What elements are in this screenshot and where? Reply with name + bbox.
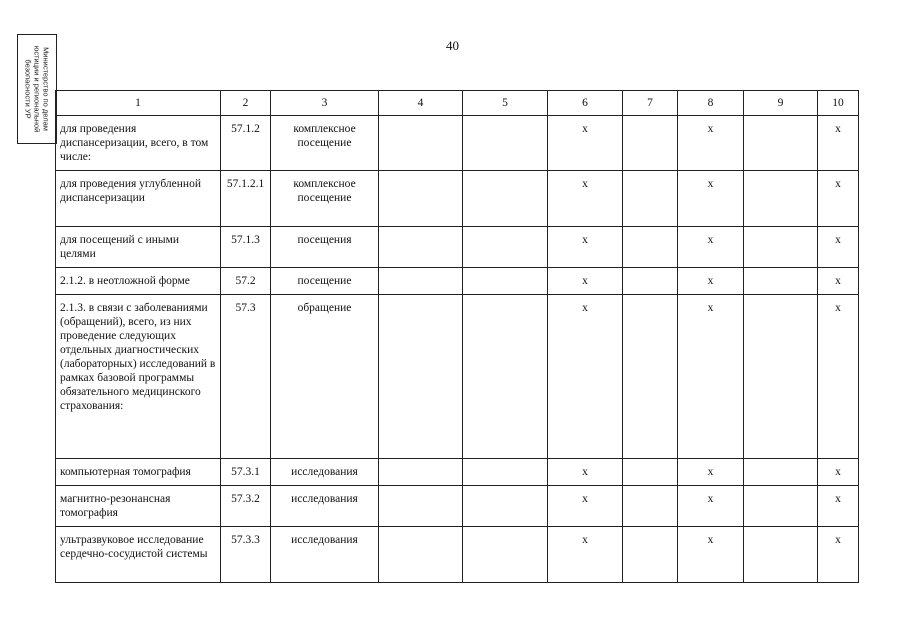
registration-stamp: [17, 34, 57, 144]
col4-cell: [379, 295, 463, 459]
col8-cell: x: [678, 268, 744, 295]
row-unit-cell: исследования: [271, 486, 379, 527]
row-name-cell: компьютерная томография: [56, 459, 221, 486]
col7-cell: [623, 116, 678, 171]
col10-cell: x: [818, 295, 859, 459]
column-header: 9: [744, 91, 818, 116]
col8-cell: x: [678, 295, 744, 459]
row-name-cell: 2.1.2. в неотложной форме: [56, 268, 221, 295]
column-header: 5: [463, 91, 548, 116]
col5-cell: [463, 171, 548, 227]
col5-cell: [463, 459, 548, 486]
col8-cell: x: [678, 227, 744, 268]
col7-cell: [623, 486, 678, 527]
col6-cell: x: [548, 171, 623, 227]
row-name-cell: 2.1.3. в связи с заболеваниями (обращений), всего, из них проведение следующих отдельных диагностических (лабораторных) исследований в рамках базовой программы обязательного медицинского страхования:: [56, 295, 221, 459]
col9-cell: [744, 171, 818, 227]
row-unit-cell: исследования: [271, 459, 379, 486]
row-unit-cell: обращение: [271, 295, 379, 459]
table-row: [56, 295, 859, 459]
column-header: 2: [221, 91, 271, 116]
table-row: [56, 486, 859, 527]
stamp-line: безопасности УР: [23, 59, 33, 119]
row-code-cell: 57.1.2: [221, 116, 271, 171]
col10-cell: x: [818, 116, 859, 171]
col6-cell: x: [548, 227, 623, 268]
col4-cell: [379, 459, 463, 486]
col4-cell: [379, 227, 463, 268]
table-row: [56, 268, 859, 295]
col7-cell: [623, 268, 678, 295]
row-code-cell: 57.1.2.1: [221, 171, 271, 227]
row-code-cell: 57.3.1: [221, 459, 271, 486]
column-header: 6: [548, 91, 623, 116]
row-unit-cell: посещение: [271, 268, 379, 295]
column-header: 3: [271, 91, 379, 116]
col8-cell: x: [678, 116, 744, 171]
col9-cell: [744, 486, 818, 527]
col6-cell: x: [548, 486, 623, 527]
header-row: [56, 91, 859, 116]
col7-cell: [623, 527, 678, 583]
col8-cell: x: [678, 171, 744, 227]
col7-cell: [623, 171, 678, 227]
column-header: 4: [379, 91, 463, 116]
column-header: 1: [56, 91, 221, 116]
col5-cell: [463, 116, 548, 171]
row-code-cell: 57.3.2: [221, 486, 271, 527]
row-code-cell: 57.1.3: [221, 227, 271, 268]
row-unit-cell: посещения: [271, 227, 379, 268]
row-code-cell: 57.2: [221, 268, 271, 295]
col8-cell: x: [678, 486, 744, 527]
row-name-cell: магнитно-резонансная томография: [56, 486, 221, 527]
col4-cell: [379, 527, 463, 583]
col10-cell: x: [818, 486, 859, 527]
column-header: 7: [623, 91, 678, 116]
page-number: 40: [446, 38, 459, 53]
col5-cell: [463, 486, 548, 527]
col5-cell: [463, 268, 548, 295]
stamp-text: [24, 35, 51, 143]
column-header: 8: [678, 91, 744, 116]
col7-cell: [623, 227, 678, 268]
col7-cell: [623, 459, 678, 486]
stamp-line: юстиции и региональной: [32, 45, 42, 133]
row-name-cell: ультразвуковое исследование сердечно-сосудистой системы: [56, 527, 221, 583]
row-name-cell: для посещений с иными целями: [56, 227, 221, 268]
data-table: [55, 90, 859, 583]
col10-cell: x: [818, 171, 859, 227]
col5-cell: [463, 527, 548, 583]
row-name-cell: для проведения диспансеризации, всего, в том числе:: [56, 116, 221, 171]
col6-cell: x: [548, 459, 623, 486]
table-body: [56, 116, 859, 583]
col6-cell: x: [548, 527, 623, 583]
row-unit-cell: исследования: [271, 527, 379, 583]
row-unit-cell: комплексное посещение: [271, 116, 379, 171]
table-row: [56, 116, 859, 171]
col5-cell: [463, 227, 548, 268]
col6-cell: x: [548, 268, 623, 295]
col5-cell: [463, 295, 548, 459]
col8-cell: x: [678, 459, 744, 486]
col9-cell: [744, 116, 818, 171]
col4-cell: [379, 268, 463, 295]
table-row: [56, 171, 859, 227]
row-unit-cell: комплексное посещение: [271, 171, 379, 227]
table-row: [56, 459, 859, 486]
col10-cell: x: [818, 459, 859, 486]
col9-cell: [744, 527, 818, 583]
col10-cell: x: [818, 227, 859, 268]
col9-cell: [744, 227, 818, 268]
col4-cell: [379, 116, 463, 171]
table-row: [56, 527, 859, 583]
stamp-line: Министерство по делам: [41, 47, 51, 131]
row-name-cell: для проведения углубленной диспансеризации: [56, 171, 221, 227]
col9-cell: [744, 295, 818, 459]
col9-cell: [744, 459, 818, 486]
col10-cell: x: [818, 527, 859, 583]
col9-cell: [744, 268, 818, 295]
row-code-cell: 57.3.3: [221, 527, 271, 583]
row-code-cell: 57.3: [221, 295, 271, 459]
col6-cell: x: [548, 116, 623, 171]
column-header: 10: [818, 91, 859, 116]
col4-cell: [379, 171, 463, 227]
table-row: [56, 227, 859, 268]
col4-cell: [379, 486, 463, 527]
col6-cell: x: [548, 295, 623, 459]
col8-cell: x: [678, 527, 744, 583]
col10-cell: x: [818, 268, 859, 295]
col7-cell: [623, 295, 678, 459]
